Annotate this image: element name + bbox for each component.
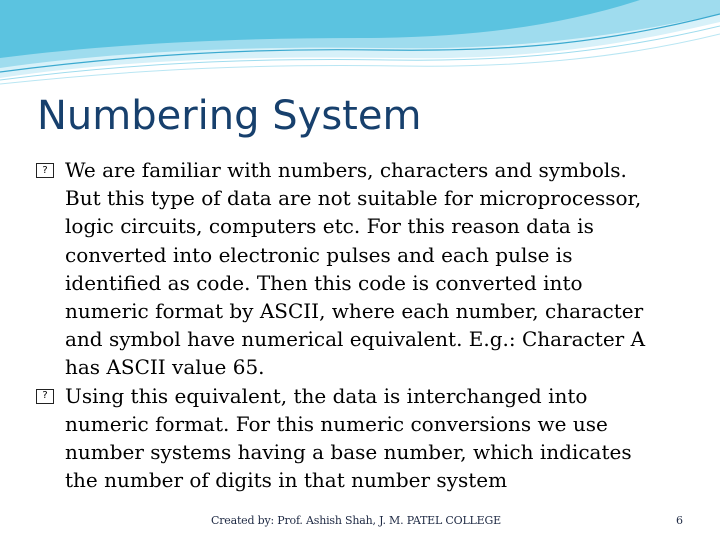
- bullet-text: Using this equivalent, the data is interchanged into numeric format. For this numeric conversions we use number systems having a base number, which indicates the number of digits in that number system: [65, 383, 632, 493]
- bullet-item: [36, 156, 676, 382]
- slide-title: Numbering System: [37, 93, 422, 139]
- bullet-item: [36, 382, 676, 495]
- page-number: 6: [676, 514, 683, 527]
- header-wave-decoration: [0, 0, 720, 90]
- missing-glyph-bullet-icon: ?: [36, 389, 54, 404]
- missing-glyph-bullet-icon: ?: [36, 163, 54, 178]
- bullet-text: We are familiar with numbers, characters and symbols. But this type of data are not suitable for microprocessor, logic circuits, computers etc. For this reason data is converted into electronic pulses and each pulse is identified as code. Then this code is converted into numeric format by ASCII, where each number, character and symbol have numerical equivalent. E.g.: Character A has ASCII value 65.: [65, 158, 646, 380]
- slide-footer: Created by: Prof. Ashish Shah, J. M. PATEL COLLEGE: [211, 514, 501, 527]
- slide-body: [36, 156, 676, 494]
